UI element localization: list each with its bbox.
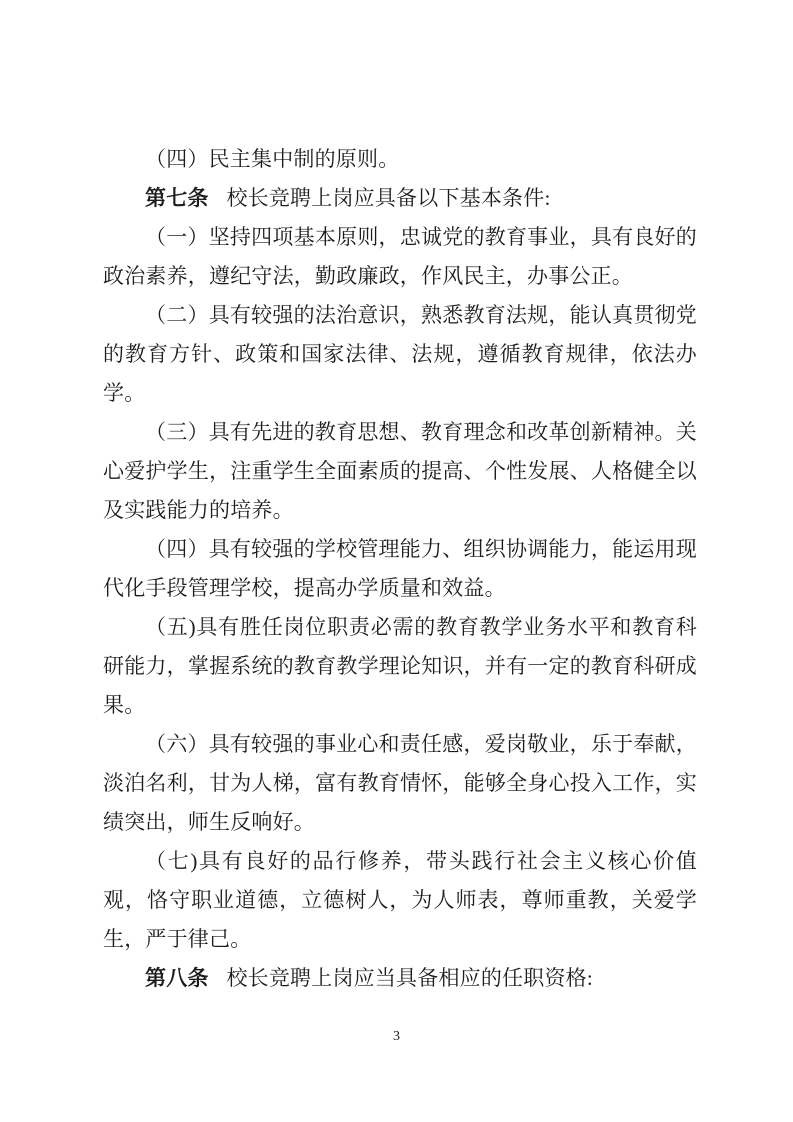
paragraph-text: （四）民主集中制的原则。 [145,147,400,171]
paragraph [103,842,697,959]
paragraph [103,296,697,413]
paragraph-text: （一）坚持四项基本原则，忠诚党的教育事业，具有良好的政治素养，遵纪守法，勤政廉政，作风民主，办事公正。 [103,225,697,288]
article-number: 第八条 [145,966,209,990]
paragraph-text: （五)具有胜任岗位职责必需的教育教学业务水平和教育科研能力，掌握系统的教育教学理论知识，并有一定的教育科研成果。 [103,615,697,717]
paragraph [103,140,697,179]
page-number: 3 [393,1029,400,1044]
paragraph [103,413,697,530]
paragraph [103,608,697,725]
article-number: 第七条 [145,186,209,210]
paragraph-text: 校长竞聘上岗应具备以下基本条件: [226,186,551,210]
paragraph-text: （二）具有较强的法治意识，熟悉教育法规，能认真贯彻党的教育方针、政策和国家法律、法规，遵循教育规律，依法办学。 [103,303,697,405]
paragraph-text: （四）具有较强的学校管理能力、组织协调能力，能运用现代化手段管理学校，提高办学质量和效益。 [103,537,697,600]
paragraph [103,530,697,608]
paragraph [103,218,697,296]
document-body [103,140,697,998]
paragraph-article-7 [103,179,697,218]
paragraph [103,725,697,842]
paragraph-text: （七)具有良好的品行修养，带头践行社会主义核心价值观，恪守职业道德，立德树人，为人师表，尊师重教，关爱学生，严于律己。 [103,849,697,951]
paragraph-text: （六）具有较强的事业心和责任感，爱岗敬业，乐于奉献，淡泊名利，甘为人梯，富有教育情怀，能够全身心投入工作，实绩突出，师生反响好。 [103,732,697,834]
paragraph-text: （三）具有先进的教育思想、教育理念和改革创新精神。关心爱护学生，注重学生全面素质的提高、个性发展、人格健全以及实践能力的培养。 [103,420,697,522]
paragraph-article-8 [103,959,697,998]
paragraph-text: 校长竞聘上岗应当具备相应的任职资格: [226,966,593,990]
page-footer [0,1024,793,1050]
